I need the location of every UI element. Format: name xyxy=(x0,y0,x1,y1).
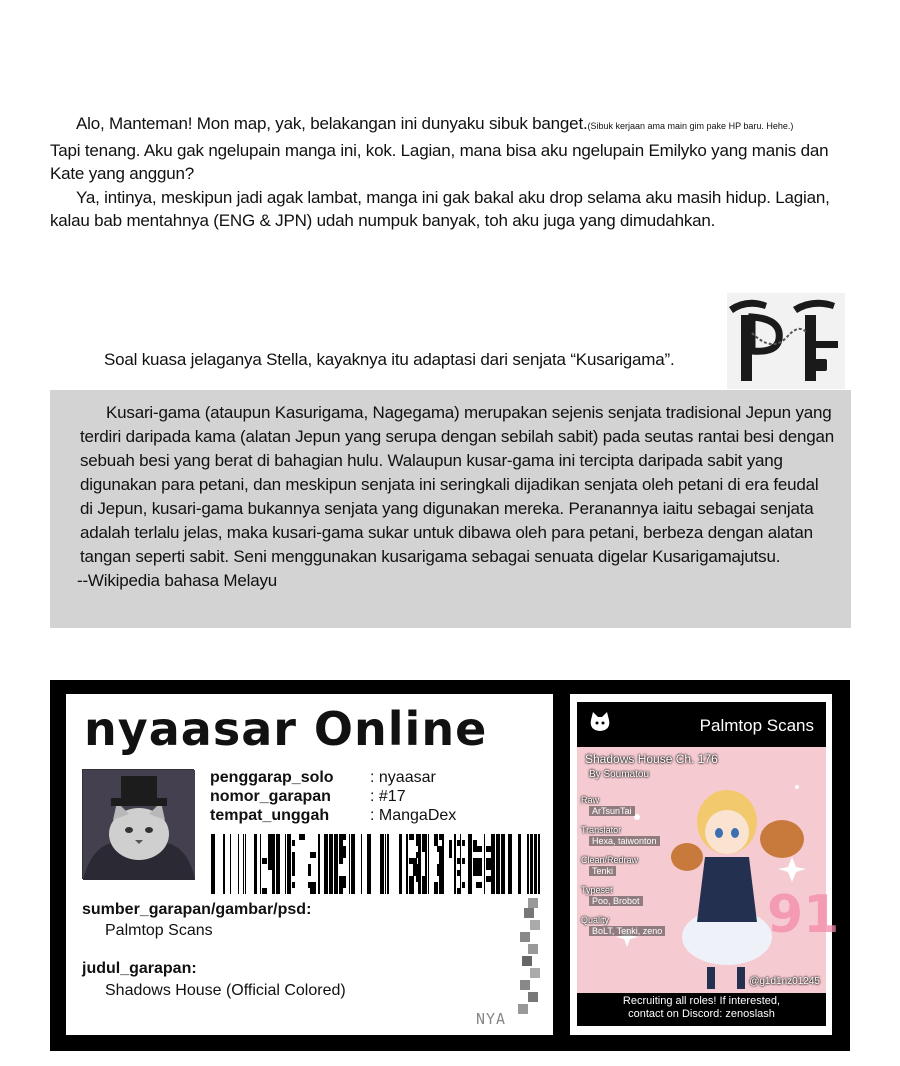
card-title: nyaasar Online xyxy=(84,702,488,756)
nya-mark: NYA xyxy=(476,1010,507,1028)
quote-source: --Wikipedia bahasa Melayu xyxy=(77,571,278,590)
role-label: Raw xyxy=(581,795,600,805)
title-label: judul_garapan: xyxy=(82,960,197,977)
wikipedia-quote xyxy=(50,390,851,628)
pf-kusarigama-logo xyxy=(727,293,845,389)
avatar xyxy=(82,769,194,879)
barcode-icon xyxy=(211,834,541,894)
pixel-trail-icon xyxy=(514,898,544,1018)
role-name: Tenki xyxy=(589,866,616,876)
scan-header xyxy=(577,702,826,747)
field-value: : #17 xyxy=(370,788,406,805)
source-value: Palmtop Scans xyxy=(105,922,213,939)
quote-body xyxy=(80,401,835,569)
svg-text:91: 91 xyxy=(767,885,840,945)
kusarigama-intro: Soal kuasa jelaganya Stella, kayaknya itu adaptasi dari senjata “Kusarigama”. xyxy=(104,350,675,369)
scan-group-name: Palmtop Scans xyxy=(699,716,814,735)
quote-text: Kusari-gama (ataupun Kasurigama, Nagegama) merupakan sejenis senjata tradisional Jepun yang terdiri daripada kama (alatan Jepun yang serupa dengan sebilah sabit) pada seutas rantai besi dengan sebuah besi yang berat di bahagian hulu. Walaupun kusar-gama ini tercipta daripada sabit yang digunakan para petani, dan meskipun senjata ini seringkali dijadikan senjata oleh petani di era feudal di Jepun, kusari-gama bukannya senjata yang digunakan mereka. Peranannya iaitu sebagai senjata adalah terlalu jelas, maka kusari-gama sukar untuk dibawa oleh para petani, berbeza dengan alatan tangan seperti sabit. Seni menggunakan kusarigama sebagai senuata digelar Kusarigamajutsu. xyxy=(80,403,835,566)
recruit-line-2: contact on Discord: zenoslash xyxy=(628,1008,775,1020)
source-label: sumber_garapan/gambar/psd: xyxy=(82,901,312,918)
role-name: ArTsunTai xyxy=(589,806,635,816)
note-paragraph-1 xyxy=(50,112,860,139)
role-name: Poo, Brobot xyxy=(589,896,643,906)
note-paragraph-3 xyxy=(50,186,860,233)
note-line-1: Alo, Manteman! Mon map, yak, belakangan ini dunyaku sibuk banget. xyxy=(76,114,588,133)
cat-logo-icon xyxy=(587,710,613,734)
translator-note xyxy=(50,112,860,233)
kusarigama-logo-icon xyxy=(727,293,845,389)
role-label: Clean/Redraw xyxy=(581,855,639,865)
chapter-title: Shadows House Ch. 176 xyxy=(585,752,718,766)
card-fields xyxy=(210,768,456,825)
role-label: Translator xyxy=(581,825,622,835)
field-value: : nyaasar xyxy=(370,769,436,786)
field-value: : MangaDex xyxy=(370,807,457,824)
field-row xyxy=(210,787,456,806)
recruit-notice xyxy=(577,995,826,1021)
palmtop-scans-card xyxy=(570,694,840,1035)
scan-credits xyxy=(577,702,840,1026)
note-paragraph-2: Tapi tenang. Aku gak ngelupain manga ini, kok. Lagian, mana bisa aku ngelupain Emilyko yang manis dan Kate yang anggun? xyxy=(50,140,829,183)
role-label: Typeset xyxy=(581,885,613,895)
field-row xyxy=(210,806,456,825)
role-name: BoLT, Tenki, zeno xyxy=(589,926,665,936)
recruit-line-1: Recruiting all roles! If interested, xyxy=(622,995,781,1007)
field-key: penggarap_solo xyxy=(210,769,334,786)
role-name: Hexa, taiwonton xyxy=(589,836,660,846)
artist-handle: @g1d1nz01245 xyxy=(749,976,820,987)
author-credit: By Soumatou xyxy=(589,769,650,780)
scanlator-id-card xyxy=(66,694,553,1035)
note-line-3: Ya, intinya, meskipun jadi agak lambat, manga ini gak bakal aku drop selama aku masih hidup. Lagian, kalau bab mentahnya (ENG & JPN) udah numpuk banyak, toh aku juga yang dimudahkan. xyxy=(50,187,830,230)
note-aside: (Sibuk kerjaan ama main gim pake HP baru. Hehe.) xyxy=(587,121,794,131)
field-row xyxy=(210,768,456,787)
title-value: Shadows House (Official Colored) xyxy=(105,982,346,999)
cover-art xyxy=(577,747,840,993)
role-label: Quality xyxy=(581,915,610,925)
credits-panel xyxy=(50,680,850,1051)
field-key: nomor_garapan xyxy=(210,788,331,805)
field-key: tempat_unggah xyxy=(210,807,330,824)
cat-avatar-icon xyxy=(83,770,195,880)
